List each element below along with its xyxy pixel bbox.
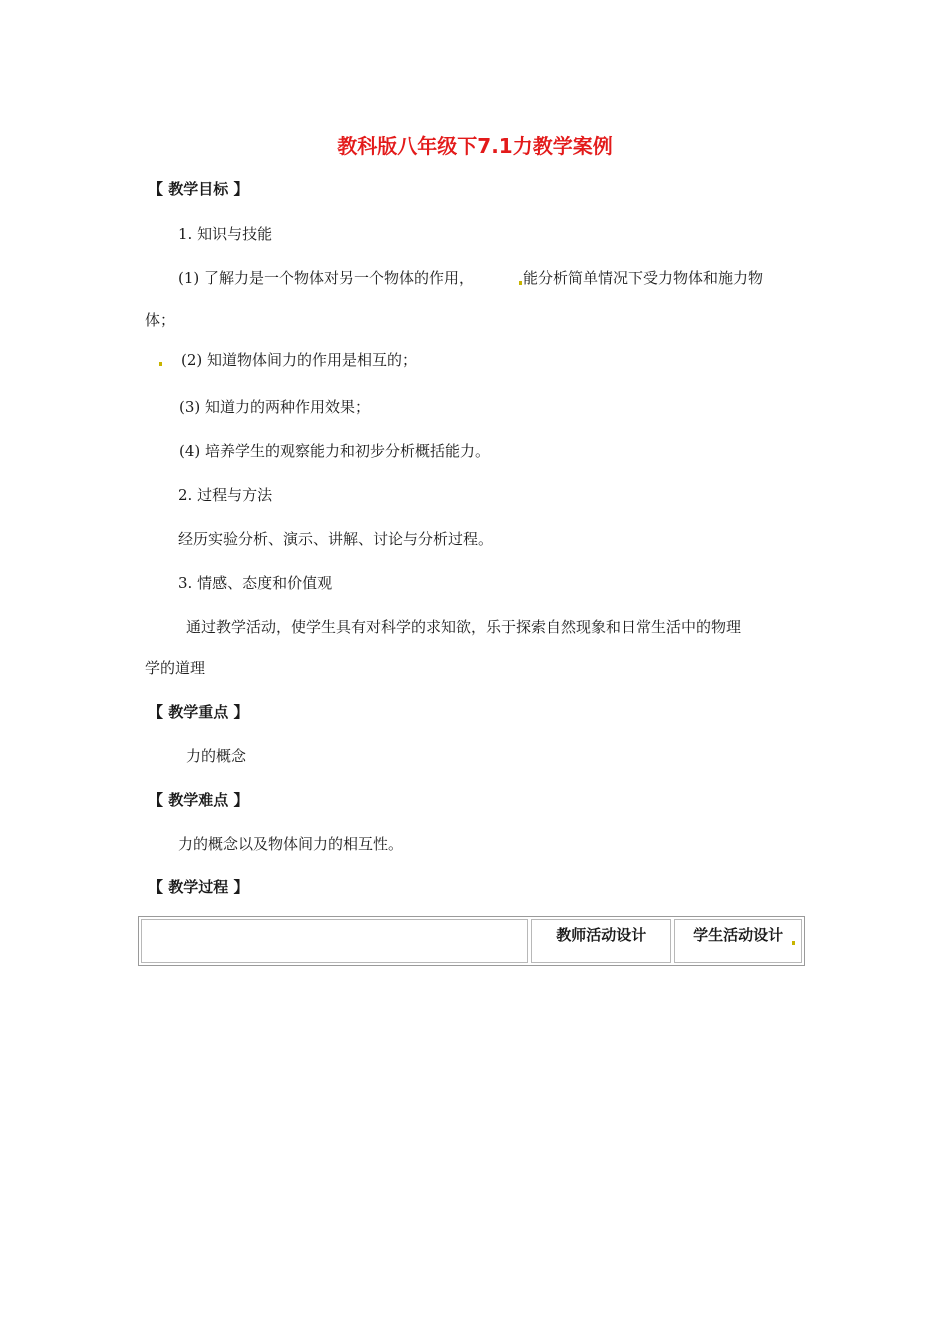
- page-title: 教科版八年级下7.1力教学案例: [337, 134, 613, 158]
- objective-3-text: 通过教学活动，使学生具有对科学的求知欲，乐于探索自然现象和日常生活中的物理: [186, 618, 742, 636]
- process-table: [138, 916, 805, 966]
- objective-1-label: 1. 知识与技能: [178, 225, 273, 243]
- point-1-part-2: 能分析简单情况下受力物体和施力物: [523, 269, 764, 287]
- marker-dot: [792, 941, 795, 945]
- marker-dot: [519, 281, 522, 285]
- key-point-text: 力的概念: [186, 747, 247, 765]
- point-4: (4) 培养学生的观察能力和初步分析概括能力。: [179, 442, 491, 460]
- difficulty-text: 力的概念以及物体间力的相互性。: [178, 835, 404, 853]
- key-point-heading: 【 教学重点 】: [148, 703, 249, 721]
- point-3: (3) 知道力的两种作用效果；: [179, 398, 371, 416]
- point-2: (2) 知道物体间力的作用是相互的；: [181, 351, 418, 369]
- objective-3-continuation: 学的道理: [145, 659, 206, 677]
- objective-2-label: 2. 过程与方法: [178, 486, 273, 504]
- point-1-part-1: (1) 了解力是一个物体对另一个物体的作用，: [178, 269, 475, 287]
- objective-2-text: 经历实验分析、演示、讲解、讨论与分析过程。: [178, 530, 494, 548]
- objective-3-label: 3. 情感、态度和价值观: [178, 574, 333, 592]
- table-header-teacher: 教师活动设计: [531, 919, 671, 963]
- table-header-cell: [141, 919, 528, 963]
- process-heading: 【 教学过程 】: [148, 878, 249, 896]
- marker-dot: [159, 362, 162, 366]
- table-header-student: 学生活动设计: [674, 919, 802, 963]
- point-1-continuation: 体；: [145, 311, 176, 329]
- objectives-heading: 【 教学目标 】: [148, 180, 249, 198]
- difficulty-heading: 【 教学难点 】: [148, 791, 249, 809]
